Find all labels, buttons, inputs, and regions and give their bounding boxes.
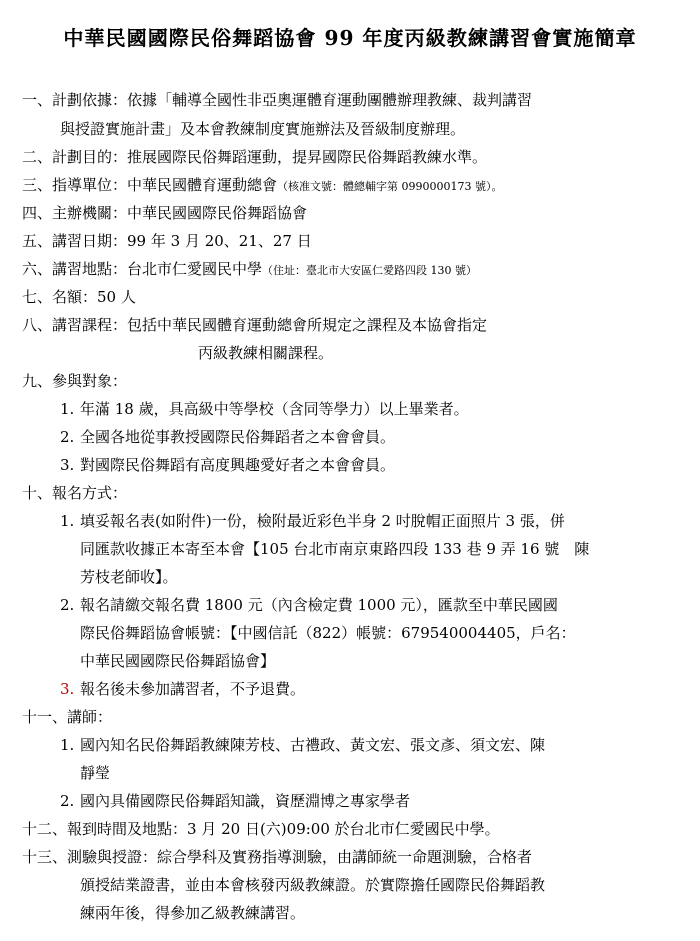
- section-11-item-2: [60, 791, 410, 811]
- section-10-item-2-line-1: [60, 595, 558, 615]
- section-5: [22, 231, 312, 251]
- section-8-line-2: 丙級教練相關課程。: [198, 344, 334, 362]
- item-text: 全國各地從事教授國際民俗舞蹈者之本會會員。: [80, 428, 396, 446]
- section-10-label: 十、報名方式：: [22, 484, 128, 502]
- section-9-item: [60, 427, 395, 447]
- section-13-line-3: 練兩年後，得參加乙級教練講習。: [80, 904, 306, 922]
- item-text: 國內具備國際民俗舞蹈知識，資歷淵博之專家學者: [80, 792, 411, 810]
- section-10-item-1-line-3: 芳枝老師收】。: [80, 568, 178, 586]
- section-9-item: [60, 399, 469, 419]
- item-number: 2.: [60, 792, 75, 810]
- section-13-label: 十三、測驗與授證：: [22, 848, 158, 866]
- section-1-line-1: [22, 90, 532, 110]
- section-4-label: 四、主辦機關：: [22, 204, 128, 222]
- section-10-item-2-line-2: 際民俗舞蹈協會帳號：【中國信託（822）帳號：679540004405，戶名：: [80, 624, 576, 642]
- section-10-item-1-line-1: [60, 511, 565, 531]
- section-12: [22, 819, 500, 839]
- item-number: 2.: [60, 596, 75, 614]
- section-5-text: 99 年 3 月 20、21、27 日: [127, 232, 312, 250]
- item-text: 報名後未參加講習者，不予退費。: [80, 680, 306, 698]
- item-number: 1.: [60, 400, 75, 418]
- section-9-label: 九、參與對象：: [22, 372, 128, 390]
- item-text: 年滿 18 歲，具高級中等學校（含同等學力）以上畢業者。: [80, 400, 469, 418]
- section-7-label: 七、名額：: [22, 288, 98, 306]
- section-10-item-3: [60, 679, 305, 699]
- document-title: 中華民國國際民俗舞蹈協會 99 年度丙級教練講習會實施簡章: [63, 26, 637, 50]
- section-6-label: 六、講習地點：: [22, 260, 128, 278]
- section-3-label: 三、指導單位：: [22, 176, 128, 194]
- section-10-item-2-line-3: 中華民國國際民俗舞蹈協會】: [80, 652, 276, 670]
- section-13-line-1: [22, 847, 532, 867]
- section-12-label: 十二、報到時間及地點：: [22, 820, 188, 838]
- section-3-text: 中華民國體育運動總會: [127, 176, 278, 194]
- section-13-line-2: 頒授結業證書，並由本會核發丙級教練證。於實際擔任國際民俗舞蹈教: [80, 876, 546, 894]
- section-4-text: 中華民國國際民俗舞蹈協會: [127, 204, 308, 222]
- item-text: 填妥報名表(如附件)一份，檢附最近彩色半身 2 吋脫帽正面照片 3 張，併: [80, 512, 565, 530]
- section-8-label: 八、講習課程：: [22, 316, 128, 334]
- section-7: [22, 287, 136, 307]
- section-13-text: 綜合學科及實務指導測驗，由講師統一命題測驗，合格者: [157, 848, 533, 866]
- item-text: 對國際民俗舞蹈有高度興趣愛好者之本會會員。: [80, 456, 396, 474]
- section-7-text: 50 人: [97, 288, 136, 306]
- section-1-label: 一、計劃依據：: [22, 91, 128, 109]
- section-10-item-1-line-2: 同匯款收據正本寄至本會【105 台北市南京東路四段 133 巷 9 弄 16 號 陳: [80, 540, 590, 558]
- section-3: [22, 175, 503, 197]
- section-1-text: 依據「輔導全國性非亞奧運體育運動團體辦理教練、裁判講習: [127, 91, 533, 109]
- section-2: [22, 147, 487, 167]
- section-1-line-2: 與授證實施計畫」及本會教練制度實施辦法及晉級制度辦理。: [60, 120, 466, 138]
- section-8-text: 包括中華民國體育運動總會所規定之課程及本協會指定: [127, 316, 488, 334]
- item-number: 1.: [60, 512, 75, 530]
- section-6-text: 台北市仁愛國民中學: [127, 260, 263, 278]
- item-number: 2.: [60, 428, 75, 446]
- section-8-line-1: [22, 315, 487, 335]
- item-text: 國內知名民俗舞蹈教練陳芳枝、古禮政、黃文宏、張文彥、須文宏、陳: [80, 736, 546, 754]
- section-5-label: 五、講習日期：: [22, 232, 128, 250]
- section-3-note: （核准文號：體總輔字第 0990000173 號）。: [277, 180, 503, 193]
- section-12-text: 3 月 20 日(六)09:00 於台北市仁愛國民中學。: [187, 820, 500, 838]
- section-6: [22, 259, 477, 281]
- item-text: 報名請繳交報名費 1800 元（內含檢定費 1000 元），匯款至中華民國國: [80, 596, 558, 614]
- section-2-label: 二、計劃目的：: [22, 148, 128, 166]
- section-11-item-1-line-2: 靜瑩: [80, 764, 111, 782]
- section-6-note: （住址：臺北市大安區仁愛路四段 130 號）: [262, 264, 478, 277]
- item-number: 3.: [60, 456, 75, 474]
- section-11-item-1-line-1: [60, 735, 545, 755]
- section-2-text: 推展國際民俗舞蹈運動，提昇國際民俗舞蹈教練水準。: [127, 148, 488, 166]
- section-11-label: 十一、講師：: [22, 708, 113, 726]
- section-4: [22, 203, 307, 223]
- item-number: 1.: [60, 736, 75, 754]
- section-9-item: [60, 455, 395, 475]
- item-number-highlighted: 3.: [60, 680, 75, 698]
